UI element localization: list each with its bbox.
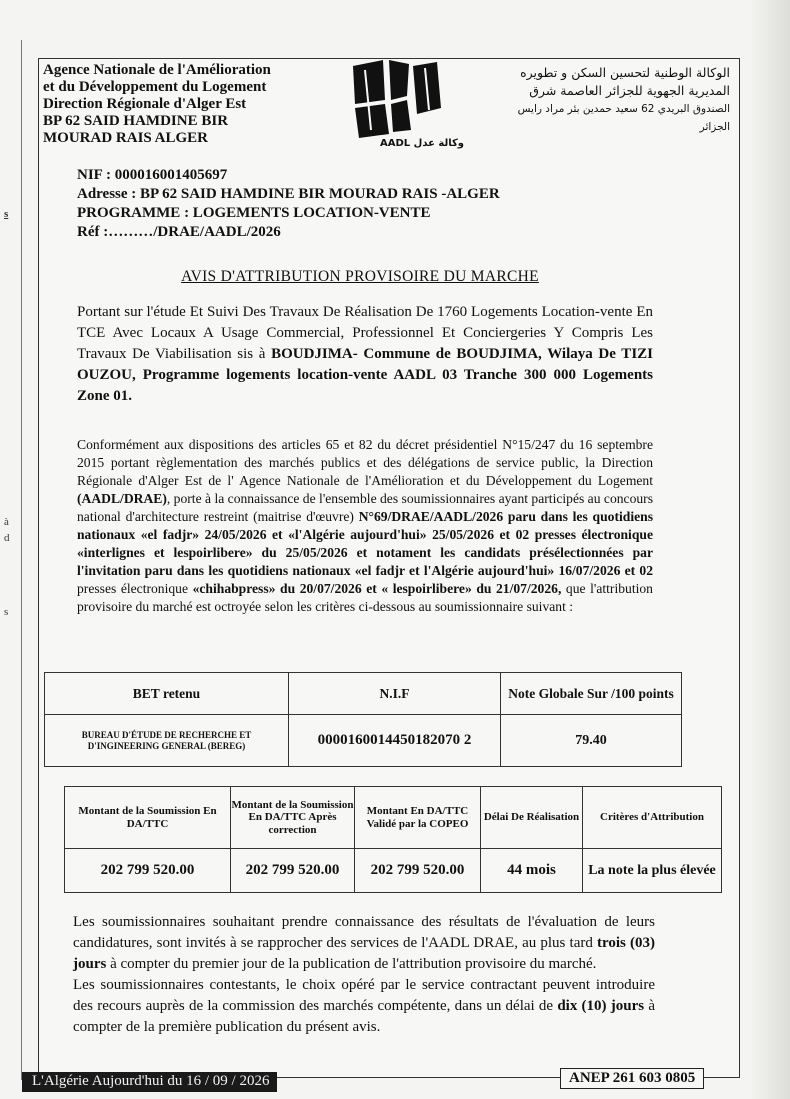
body-bold: «chihabpress» du 20/07/2026 et « lespoirlibere» du 21/07/2026,	[192, 581, 562, 596]
header-line-ar: الوكالة الوطنية لتحسين السكن و تطويره	[520, 65, 730, 80]
amount-cell: 202 799 520.00	[65, 849, 231, 893]
amount-cell: 202 799 520.00	[355, 849, 481, 893]
column-header: N.I.F	[289, 673, 501, 715]
identification-block	[77, 166, 500, 242]
programme-line: PROGRAMME : LOGEMENTS LOCATION-VENTE	[77, 205, 431, 221]
scan-edge	[750, 0, 790, 1099]
column-header: Délai De Réalisation	[481, 787, 583, 849]
intro-paragraph	[77, 302, 653, 407]
logo-caption: AADL وكالة عدل	[380, 138, 465, 149]
intro-text: Portant sur l'étude Et Suivi Des Travaux De Réalisation De 1760 Logements Location-vente En TCE Avec Locaux A Usage Commercial, Professionnel Et Conciergeries Y Compris Les Travaux De Viabilisation sis à	[77, 304, 653, 362]
header-line-ar: الصندوق البريدي 62 سعيد حمدين بئر مراد رايس	[517, 103, 730, 115]
header-line: Agence Nationale de l'Amélioration	[43, 62, 271, 78]
column-header: Montant de la Soumission En DA/TTC	[65, 787, 231, 849]
header-line: Direction Régionale d'Alger Est	[43, 96, 247, 112]
column-header: Montant de la Soumission En DA/TTC Après correction	[231, 787, 355, 849]
reference-line: Réf :………/DRAE/AADL/2026	[77, 224, 281, 240]
criteria-cell: La note la plus élevée	[583, 849, 722, 893]
address-line: Adresse : BP 62 SAID HAMDINE BIR MOURAD RAIS -ALGER	[77, 186, 500, 202]
notice-title: AVIS D'ATTRIBUTION PROVISOIRE DU MARCHE	[181, 268, 539, 285]
footer-text: Les soumissionnaires contestants, le choix opéré par le service contractant peuvent introduire des recours auprès de la commission des marchés compétente, dans un délai de	[73, 977, 655, 1014]
consultation-paragraph	[73, 912, 655, 975]
bet-cell: BUREAU D'ÉTUDE DE RECHERCHE ET D'INGINEERING GENERAL (BEREG)	[45, 715, 289, 767]
adjacent-column-strip: s à d s	[0, 40, 22, 1080]
body-text: que l'attribution provisoire du marché est octroyée selon les critères ci-dessous au soumissionnaire suivant :	[77, 581, 653, 614]
intro-bold: BOUDJIMA- Commune de BOUDJIMA, Wilaya De TIZI OUZOU, Programme logements location-vente AADL 03 Tranche 300 000 Logements Zone 01.	[77, 346, 653, 404]
column-header: Critères d'Attribution	[583, 787, 722, 849]
header-line-ar: الجزائر	[699, 121, 730, 133]
body-bold: (AADL/DRAE)	[77, 491, 167, 506]
footer-text: Les soumissionnaires souhaitant prendre connaissance des résultats de l'évaluation de leurs candidatures, sont invités à se rapprocher des services de l'AADL DRAE, au plus tard	[73, 914, 655, 951]
footer-text: à compter de la première publication du présent avis.	[73, 998, 655, 1035]
body-bold: N°69/DRAE/AADL/2026 paru dans les quotidiens nationaux «el fadjr» 24/05/2026 et «l'Algérie aujourd'hui» 25/05/2026 et 02 presses électronique «interlignes et lespoirlibere» du 25/05/2026 et notament les candidats présélectionnées par l'invitation paru dans les quotidiens nationaux «el fadjr et l'Algérie aujourd'hui» 16/07/2026 et 02	[77, 509, 653, 578]
header-line-ar: المديرية الجهوية للجزائر العاصمة شرق	[529, 83, 730, 98]
publication-band: L'Algérie Aujourd'hui du 16 / 09 / 2026	[22, 1072, 277, 1092]
table-row	[65, 849, 722, 893]
table-row	[45, 715, 682, 767]
footer-bold: trois (03) jours	[73, 935, 655, 972]
amount-cell: 202 799 520.00	[231, 849, 355, 893]
body-paragraph	[77, 436, 653, 616]
body-text: presses électronique	[77, 581, 193, 596]
agency-header-ar	[460, 64, 730, 136]
nif-cell: 0000160014450182070 2	[289, 715, 501, 767]
attribution-table	[44, 672, 682, 767]
header-line: et du Développement du Logement	[43, 79, 267, 95]
note-cell: 79.40	[501, 715, 682, 767]
anep-reference: ANEP 261 603 0805	[560, 1068, 704, 1089]
column-header: Montant En DA/TTC Validé par la COPEO	[355, 787, 481, 849]
delay-cell: 44 mois	[481, 849, 583, 893]
header-line: BP 62 SAID HAMDINE BIR	[43, 113, 229, 129]
appeal-paragraph	[73, 975, 655, 1038]
column-header: BET retenu	[45, 673, 289, 715]
body-text: Conformément aux dispositions des articles 65 et 82 du décret présidentiel N°15/247 du 16 septembre 2015 portant règlementation des marchés publics et des délégations de service public, la Direction Régionale d'Alger Est de l' Agence Nationale de l'Amélioration et du Développement du Logement	[77, 437, 653, 488]
header-line: MOURAD RAIS ALGER	[43, 130, 209, 146]
amounts-table	[64, 786, 722, 893]
nif-line: NIF : 000016001405697	[77, 167, 228, 183]
closing-paragraphs	[73, 912, 655, 1038]
body-text: , porte à la connaissance de l'ensemble des soumissionnaires ayant participés au concours national d'architecture restreint (maitrise d'œuvre)	[77, 491, 653, 524]
footer-bold: dix (10) jours	[557, 998, 645, 1014]
footer-text: à compter du premier jour de la publication de l'attribution provisoire du marché.	[106, 956, 597, 972]
agency-header-fr	[43, 62, 343, 147]
column-header: Note Globale Sur /100 points	[501, 673, 682, 715]
